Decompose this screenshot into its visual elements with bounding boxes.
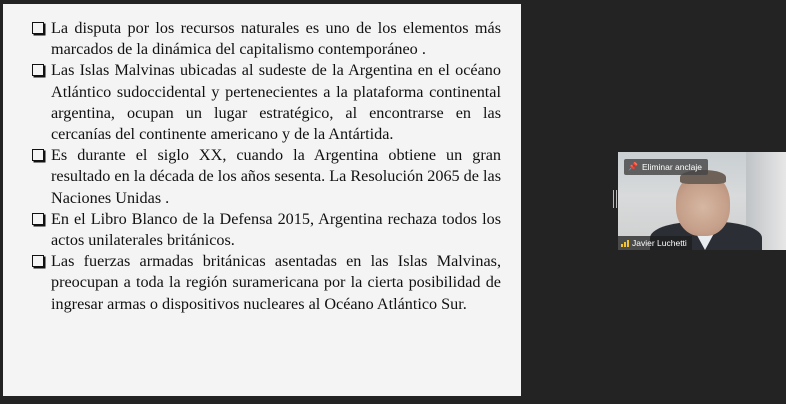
bullet-item: [32, 251, 501, 315]
bullet-item: [32, 145, 501, 209]
shared-slide: [3, 4, 521, 396]
pin-icon: 📌: [628, 162, 638, 171]
bullet-item: [32, 18, 501, 60]
participant-name: Javier Luchetti: [632, 238, 687, 248]
checkbox-bullet-icon: [32, 213, 44, 225]
bullet-item: [32, 209, 501, 251]
checkbox-bullet-icon: [32, 255, 44, 267]
participant-name-tag: [618, 236, 692, 250]
participant-video-tile[interactable]: [618, 152, 786, 250]
checkbox-bullet-icon: [32, 22, 44, 34]
checkbox-bullet-icon: [32, 64, 44, 76]
unpin-label: Eliminar anclaje: [641, 162, 702, 172]
panel-resize-handle[interactable]: [613, 190, 617, 208]
unpin-button[interactable]: [624, 159, 708, 175]
signal-icon: [621, 239, 629, 247]
bullet-text: En el Libro Blanco de la Defensa 2015, Argentina rechaza todos los actos unilaterales británicos.: [51, 209, 501, 250]
bullet-text: Las Islas Malvinas ubicadas al sudeste de la Argentina en el océano Atlántico sudoccidental y pertenecientes a la plataforma continental argentina, ocupan un lugar estratégico, al encontrarse en las cercanías del continente americano y de la Antártida.: [51, 61, 501, 144]
bullet-text: Las fuerzas armadas británicas asentadas en las Islas Malvinas, preocupan a toda la región suramericana por la cierta posibilidad de ingresar armas o dispositivos nucleares al Océano Atlántico Sur.: [51, 252, 501, 313]
bullet-item: [32, 60, 501, 145]
checkbox-bullet-icon: [32, 149, 44, 161]
bullet-text: Es durante el siglo XX, cuando la Argentina obtiene un gran resultado en la década de los años sesenta. La Resolución 2065 de las Naciones Unidas .: [51, 146, 501, 207]
bullet-list: [32, 18, 501, 315]
bullet-text: La disputa por los recursos naturales es uno de los elementos más marcados de la dinámica del capitalismo contemporáneo .: [51, 19, 501, 59]
